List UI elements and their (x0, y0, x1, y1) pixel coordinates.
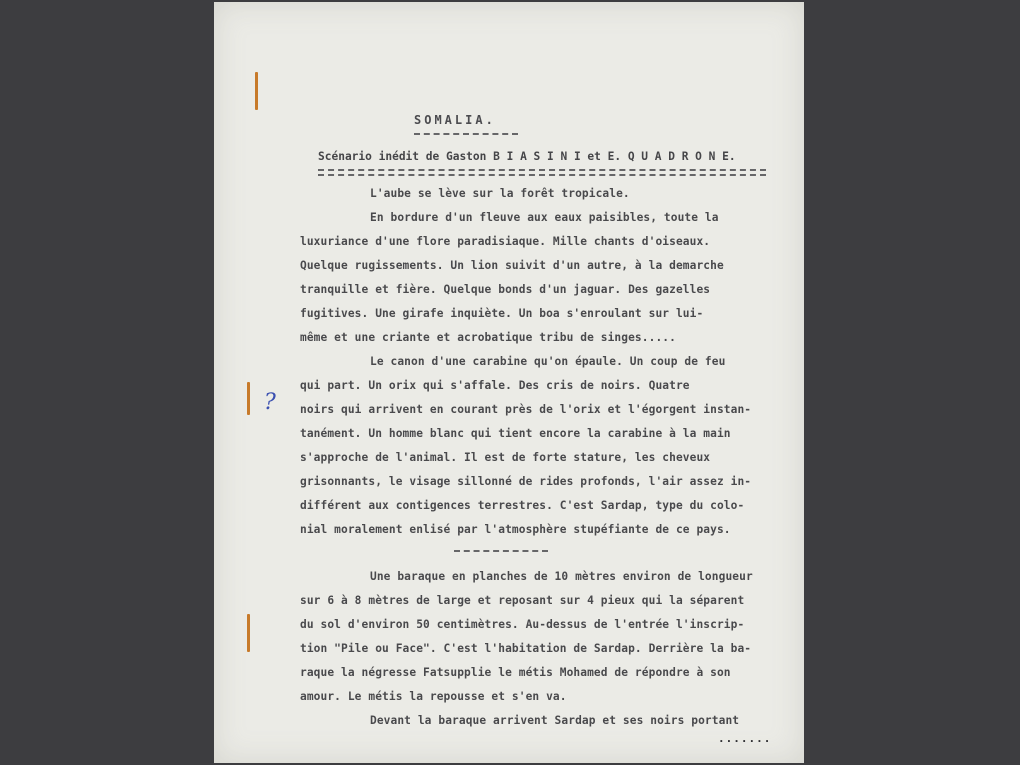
text-line: s'approche de l'animal. Il est de forte stature, les cheveux (300, 451, 711, 464)
section-divider (454, 550, 548, 552)
text-line: luxuriance d'une flore paradisiaque. Mille chants d'oiseaux. (300, 235, 711, 248)
text-line: tranquille et fière. Quelque bonds d'un jaguar. Des gazelles (300, 283, 711, 296)
text-line: même et une criante et acrobatique tribu de singes..... (300, 331, 676, 344)
document-page (214, 2, 804, 763)
text-line: Quelque rugissements. Un lion suivit d'un autre, à la demarche (300, 259, 724, 272)
text-line: différent aux contigences terrestres. C'est Sardap, type du colo- (300, 499, 745, 512)
text-line: tanément. Un homme blanc qui tient encore la carabine à la main (300, 427, 731, 440)
subtitle-underline-1 (318, 169, 766, 171)
staple-mark-bottom (247, 614, 250, 652)
title-underline (414, 133, 518, 135)
text-line: amour. Le métis la repousse et s'en va. (300, 690, 567, 703)
text-line: sur 6 à 8 mètres de large et reposant sur 4 pieux qui la séparent (300, 594, 745, 607)
text-line: nial moralement enlisé par l'atmosphère stupéfiante de ce pays. (300, 523, 731, 536)
text-line: L'aube se lève sur la forêt tropicale. (370, 187, 630, 200)
subtitle-underline-2 (318, 174, 766, 176)
text-line: Une baraque en planches de 10 mètres environ de longueur (370, 570, 753, 583)
text-line: raque la négresse Fatsupplie le métis Mohamed de répondre à son (300, 666, 731, 679)
staple-mark-middle (247, 382, 250, 415)
text-line: En bordure d'un fleuve aux eaux paisibles, toute la (370, 211, 719, 224)
text-line: noirs qui arrivent en courant près de l'orix et l'égorgent instan- (300, 403, 752, 416)
text-line: fugitives. Une girafe inquiète. Un boa s'enroulant sur lui- (300, 307, 704, 320)
text-line: Devant la baraque arrivent Sardap et ses noirs portant (370, 714, 740, 727)
text-line: tion "Pile ou Face". C'est l'habitation de Sardap. Derrière la ba- (300, 642, 752, 655)
text-line: qui part. Un orix qui s'affale. Des cris de noirs. Quatre (300, 379, 690, 392)
text-line: grisonnants, le visage sillonné de rides profonds, l'air assez in- (300, 475, 752, 488)
staple-mark-top (255, 72, 258, 110)
handwritten-question-mark: ? (264, 390, 276, 415)
text-line: Le canon d'une carabine qu'on épaule. Un coup de feu (370, 355, 726, 368)
document-title: SOMALIA. (414, 113, 496, 127)
continuation-dots: ....... (718, 732, 772, 745)
document-subtitle: Scénario inédit de Gaston B I A S I N I et E. Q U A D R O N E. (318, 150, 736, 163)
text-line: du sol d'environ 50 centimètres. Au-dessus de l'entrée l'inscrip- (300, 618, 745, 631)
